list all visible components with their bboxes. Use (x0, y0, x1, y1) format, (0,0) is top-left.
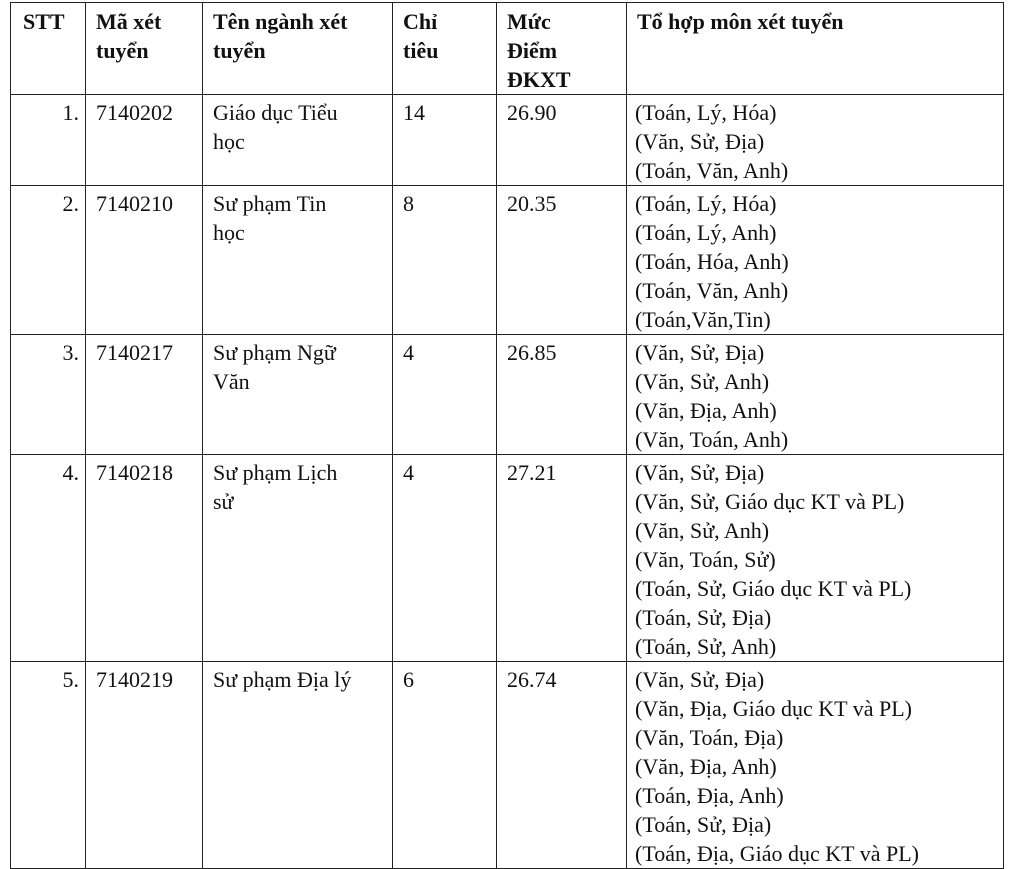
row-name-line-2: Văn (213, 369, 250, 394)
combo-item: (Toán, Địa, Giáo dục KT và PL) (635, 841, 919, 866)
row-name-line-1: Sư phạm Ngữ (213, 340, 336, 365)
row-name (203, 662, 393, 869)
row-score: 27.21 (497, 455, 627, 662)
row-name-line-2: sử (213, 489, 234, 514)
row-stt: 1. (11, 95, 86, 186)
header-row (11, 3, 1004, 95)
header-name-line-1: Tên ngành xét (213, 9, 348, 34)
header-name (203, 3, 393, 95)
row-combos (627, 186, 1004, 335)
row-score: 26.85 (497, 335, 627, 455)
header-code-line-1: Mã xét (96, 9, 162, 34)
combo-item: (Văn, Địa, Giáo dục KT và PL) (635, 696, 912, 721)
combo-item: (Toán, Sử, Anh) (635, 634, 777, 659)
row-code: 7140219 (86, 662, 203, 869)
row-code: 7140210 (86, 186, 203, 335)
row-quota: 6 (393, 662, 497, 869)
admission-table (10, 2, 1004, 869)
combo-item: (Văn, Toán, Địa) (635, 725, 784, 750)
table-row (11, 662, 1004, 869)
row-combos (627, 335, 1004, 455)
header-quota-line-2: tiêu (403, 38, 439, 63)
row-score: 26.90 (497, 95, 627, 186)
combo-item: (Toán, Sử, Địa) (635, 812, 772, 837)
row-score: 26.74 (497, 662, 627, 869)
row-code: 7140218 (86, 455, 203, 662)
combo-item: (Toán, Lý, Hóa) (635, 191, 777, 216)
row-quota: 4 (393, 335, 497, 455)
header-stt (11, 3, 86, 95)
row-name-line-1: Giáo dục Tiểu (213, 100, 338, 125)
combo-item: (Văn, Sử, Địa) (635, 129, 765, 154)
combo-item: (Văn, Sử, Anh) (635, 369, 770, 394)
combo-item: (Văn, Địa, Anh) (635, 398, 777, 423)
row-quota: 14 (393, 95, 497, 186)
header-score-line-2: Điểm (507, 38, 558, 63)
table-row (11, 335, 1004, 455)
row-name (203, 186, 393, 335)
row-stt: 5. (11, 662, 86, 869)
table-row (11, 95, 1004, 186)
combo-item: (Toán, Sử, Địa) (635, 605, 772, 630)
header-stt-text: STT (23, 9, 65, 34)
header-combos (627, 3, 1004, 95)
row-name-line-2: học (213, 220, 245, 245)
table-row (11, 455, 1004, 662)
combo-item: (Toán, Văn, Anh) (635, 278, 789, 303)
row-combos (627, 95, 1004, 186)
combo-item: (Toán, Lý, Anh) (635, 220, 777, 245)
combo-item: (Văn, Sử, Địa) (635, 460, 765, 485)
header-name-line-2: tuyển (213, 38, 266, 63)
row-combos (627, 455, 1004, 662)
header-quota-line-1: Chỉ (403, 9, 438, 34)
header-score-line-3: ĐKXT (507, 67, 571, 92)
combo-item: (Toán,Văn,Tin) (635, 307, 771, 332)
header-score-line-1: Mức (507, 9, 551, 34)
table-row (11, 186, 1004, 335)
combo-item: (Toán, Hóa, Anh) (635, 249, 789, 274)
combo-item: (Toán, Văn, Anh) (635, 158, 789, 183)
row-code: 7140217 (86, 335, 203, 455)
combo-item: (Văn, Toán, Sử) (635, 547, 776, 572)
combo-item: (Văn, Sử, Địa) (635, 340, 765, 365)
row-name (203, 455, 393, 662)
header-combos-text: Tổ hợp môn xét tuyển (637, 9, 844, 34)
row-name-line-1: Sư phạm Tin (213, 191, 327, 216)
row-stt: 2. (11, 186, 86, 335)
row-stt: 4. (11, 455, 86, 662)
combo-item: (Văn, Sử, Anh) (635, 518, 770, 543)
combo-item: (Văn, Địa, Anh) (635, 754, 777, 779)
header-score (497, 3, 627, 95)
row-name-line-2: học (213, 129, 245, 154)
row-stt: 3. (11, 335, 86, 455)
combo-item: (Toán, Lý, Hóa) (635, 100, 777, 125)
combo-item: (Văn, Toán, Anh) (635, 427, 789, 452)
header-quota (393, 3, 497, 95)
row-name-line-1: Sư phạm Lịch (213, 460, 338, 485)
combo-item: (Toán, Sử, Giáo dục KT và PL) (635, 576, 912, 601)
header-code-line-2: tuyển (96, 38, 149, 63)
row-quota: 8 (393, 186, 497, 335)
combo-item: (Toán, Địa, Anh) (635, 783, 784, 808)
row-quota: 4 (393, 455, 497, 662)
combo-item: (Văn, Sử, Giáo dục KT và PL) (635, 489, 905, 514)
row-score: 20.35 (497, 186, 627, 335)
row-code: 7140202 (86, 95, 203, 186)
row-combos (627, 662, 1004, 869)
header-code (86, 3, 203, 95)
row-name (203, 335, 393, 455)
row-name-line-1: Sư phạm Địa lý (213, 667, 352, 692)
row-name (203, 95, 393, 186)
combo-item: (Văn, Sử, Địa) (635, 667, 765, 692)
